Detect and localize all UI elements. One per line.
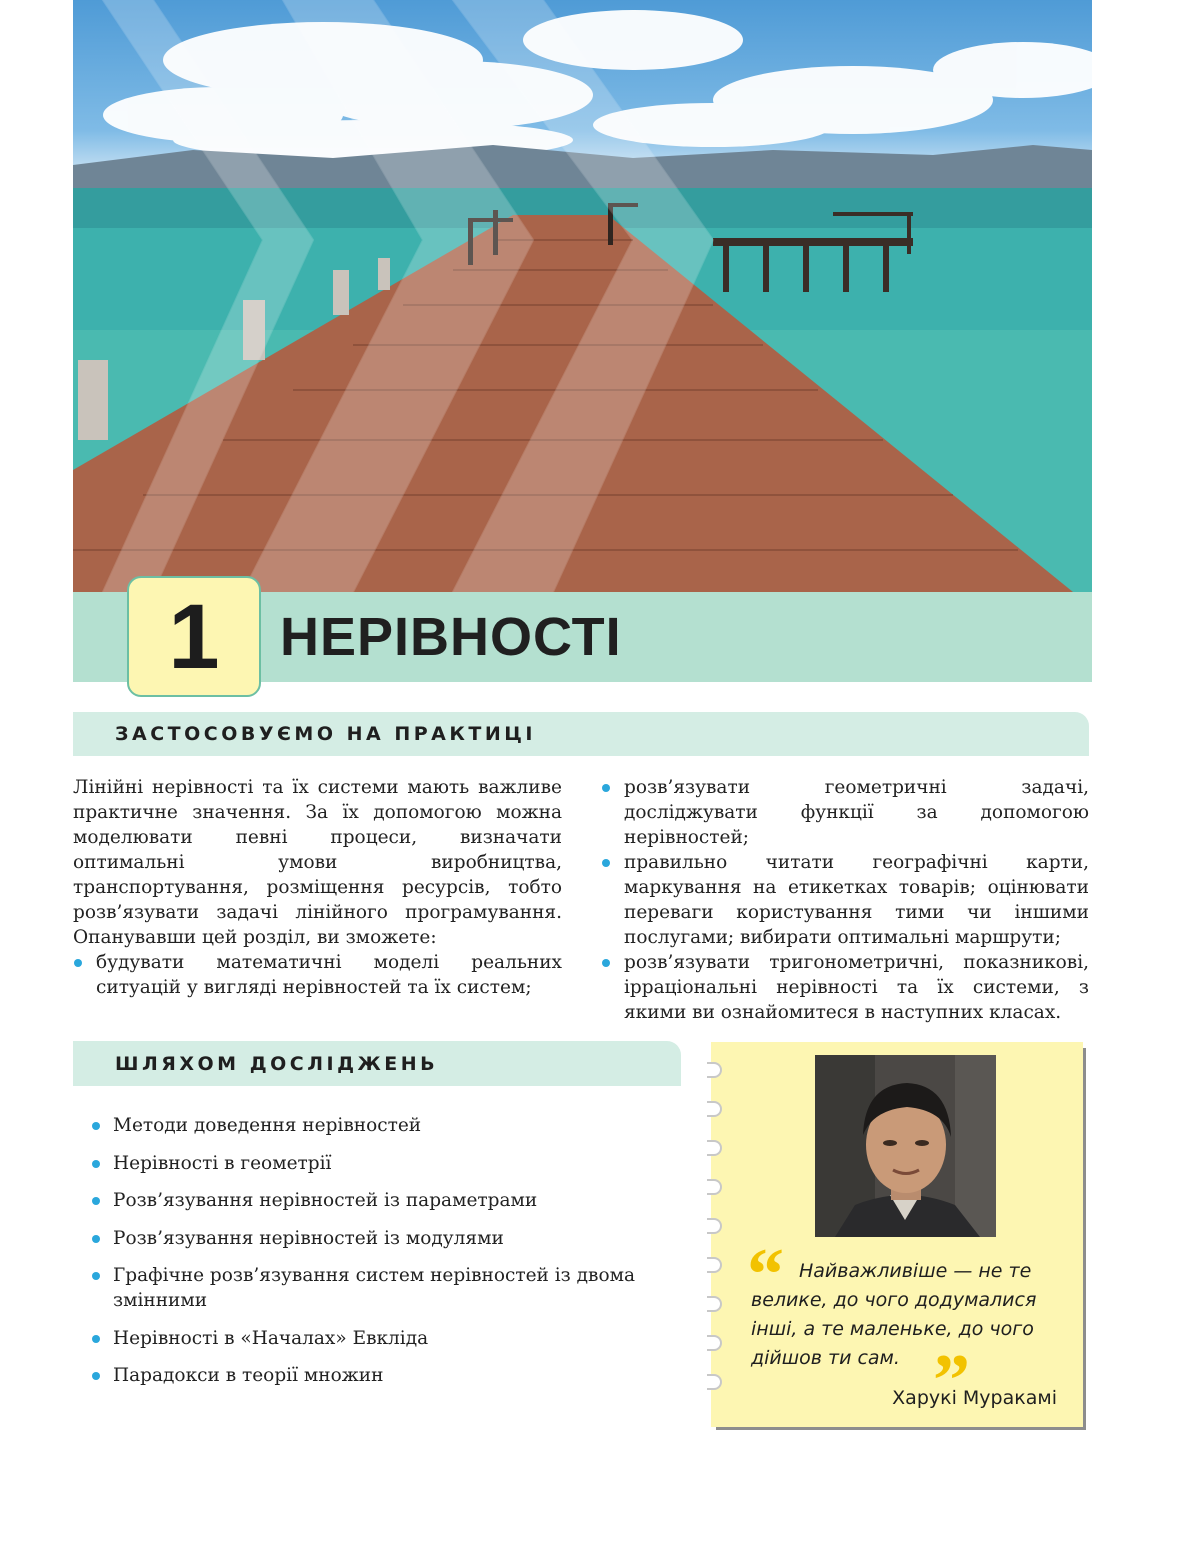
chapter-title: НЕРІВНОСТІ [280,607,622,667]
list-item: Парадокси в теорії множин [92,1363,692,1388]
list-item: розв’язувати геометричні задачі, досліджувати функції за допомогою нерівностей; [601,775,1089,850]
bullet-dot-icon [92,1235,100,1243]
pier-illustration [73,0,1092,592]
list-item: Графічне розв’язування систем нерівностей із двома змінними [92,1263,692,1313]
binder-hole-icon [707,1140,722,1156]
bullet-dot-icon [92,1272,100,1280]
author-portrait [815,1055,996,1237]
binder-hole-icon [707,1101,722,1117]
close-quote-icon: ” [933,1340,970,1422]
list-item: Розв’язування нерівностей із параметрами [92,1188,692,1213]
open-quote-icon: “ [747,1234,784,1316]
bullet-dot-icon [92,1197,100,1205]
binder-hole-icon [707,1335,722,1351]
practice-right-column [601,775,1089,1025]
chapter-number-badge [127,576,261,697]
research-topics-list [92,1113,692,1401]
bullet-dot-icon [74,959,82,967]
bullet-dot-icon [92,1160,100,1168]
bullet-dot-icon [92,1335,100,1343]
chapter-number: 1 [168,585,220,688]
practice-intro: Лінійні нерівності та їх системи мають важливе практичне значення. За їх допомогою можна моделювати певні процеси, визначати оптимальні умови виробництва, транспортування, розміщення ресурсів, тобто розв’язувати задачі лінійного програмування. Опанувавши цей розділ, ви зможете: [73,777,562,948]
section-header-practice [73,712,1089,756]
binder-hole-icon [707,1218,722,1234]
list-item: будувати математичні моделі реальних ситуацій у вигляді нерівностей та їх систем; [73,950,562,1000]
bullet-dot-icon [92,1122,100,1130]
binder-hole-icon [707,1257,722,1273]
practice-right-list [601,775,1089,1025]
hero-photo-pier [73,0,1092,592]
section-header-research [73,1041,681,1086]
quote-text: Найважливіше — не те велике, до чого додумалися інші, а те маленьке, до чого дійшов ти сам. [751,1260,1037,1369]
list-item: Розв’язування нерівностей із модулями [92,1226,692,1251]
bullet-dot-icon [602,784,610,792]
list-item: Методи доведення нерівностей [92,1113,692,1138]
list-item: Нерівності в «Началах» Евкліда [92,1326,692,1351]
bullet-dot-icon [602,859,610,867]
binder-hole-icon [707,1179,722,1195]
bullet-dot-icon [92,1372,100,1380]
section-heading-research: ШЛЯХОМ ДОСЛІДЖЕНЬ [115,1053,439,1075]
quote-author: Харукі Муракамі [892,1387,1057,1409]
portrait-illustration [815,1055,996,1237]
practice-left-list [73,950,562,1000]
bullet-dot-icon [602,959,610,967]
binder-hole-icon [707,1296,722,1312]
binder-hole-icon [707,1062,722,1078]
binder-hole-icon [707,1374,722,1390]
list-item: правильно читати географічні карти, маркування на етикетках товарів; оцінювати переваги користування тими чи іншими послугами; вибирати оптимальні маршрути; [601,850,1089,950]
list-item: Нерівності в геометрії [92,1151,692,1176]
quote-note [711,1042,1083,1427]
section-heading-practice: ЗАСТОСОВУЄМО НА ПРАКТИЦІ [115,723,536,745]
practice-left-column [73,775,562,1000]
list-item: розв’язувати тригонометричні, показникові, ірраціональні нерівності та їх системи, з якими ви ознайомитеся в наступних класах. [601,950,1089,1025]
